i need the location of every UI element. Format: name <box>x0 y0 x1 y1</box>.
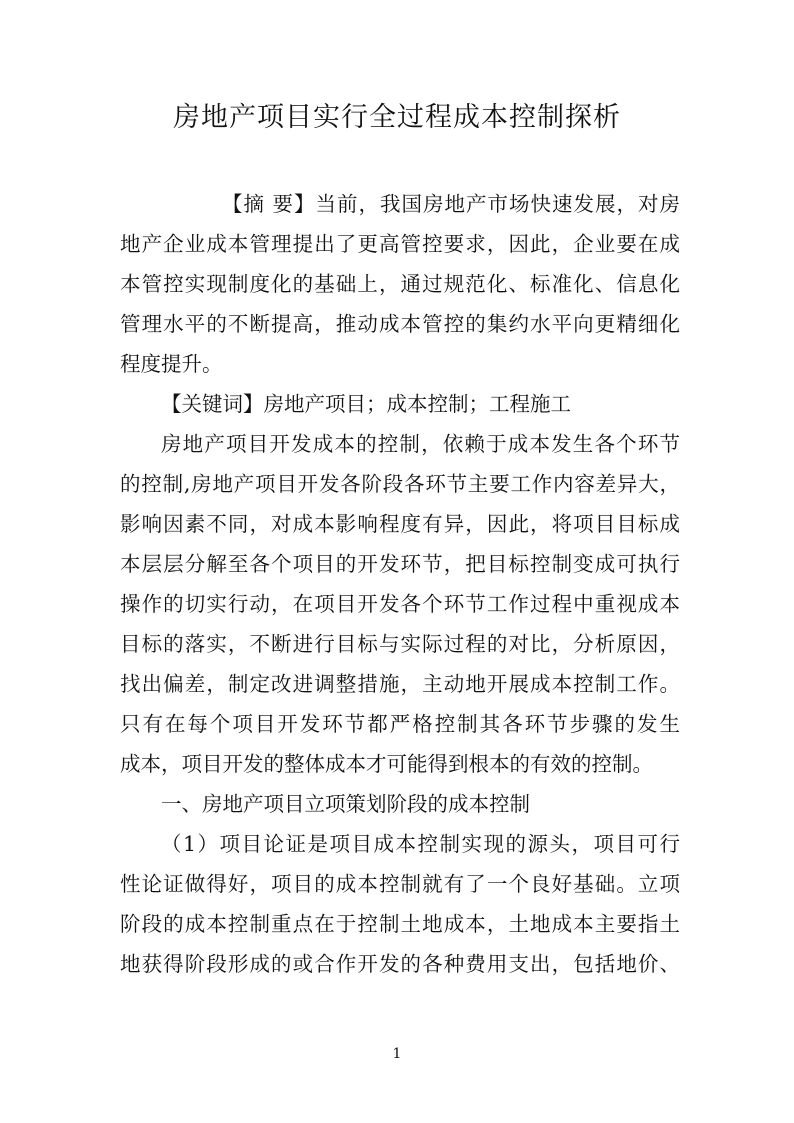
abstract-line: 【摘 要】当前，我国房地产市场快速发展，对房 <box>222 192 680 216</box>
paragraph-line: 阶段的成本控制重点在于控制土地成本，土地成本主要指土 <box>120 912 680 936</box>
keywords-line: 【关键词】房地产项目；成本控制；工程施工 <box>161 392 571 416</box>
document-body <box>120 184 680 984</box>
paragraph-line: 操作的切实行动，在项目开发各个环节工作过程中重视成本 <box>120 592 680 616</box>
paragraph-line: （1）项目论证是项目成本控制实现的源头，项目可行 <box>161 832 680 856</box>
paragraph-line: 成本，项目开发的整体成本才可能得到根本的有效的控制。 <box>120 752 653 776</box>
paragraph-line: 地获得阶段形成的或合作开发的各种费用支出，包括地价、 <box>120 952 680 976</box>
document-title: 房地产项目实行全过程成本控制探析 <box>173 102 621 133</box>
paragraph-line: 目标的落实，不断进行目标与实际过程的对比，分析原因， <box>120 632 680 656</box>
paragraph-line: 找出偏差，制定改进调整措施，主动地开展成本控制工作。 <box>120 672 680 696</box>
paragraph-line: 性论证做得好，项目的成本控制就有了一个良好基础。立项 <box>120 872 680 896</box>
abstract-line: 管理水平的不断提高，推动成本管控的集约水平向更精细化 <box>120 312 680 336</box>
section-heading: 一、房地产项目立项策划阶段的成本控制 <box>161 792 530 816</box>
paragraph-line: 房地产项目开发成本的控制，依赖于成本发生各个环节 <box>161 432 680 456</box>
paragraph-line: 影响因素不同，对成本影响程度有异，因此，将项目目标成 <box>120 512 680 536</box>
paragraph-line: 只有在每个项目开发环节都严格控制其各环节步骤的发生 <box>120 712 680 736</box>
page-number: 1 <box>392 1046 402 1062</box>
abstract-line: 地产企业成本管理提出了更高管控要求，因此，企业要在成 <box>120 232 680 256</box>
abstract-line: 本管控实现制度化的基础上，通过规范化、标准化、信息化 <box>120 272 680 296</box>
paragraph-line: 的控制,房地产项目开发各阶段各环节主要工作内容差异大， <box>120 472 680 496</box>
paragraph-line: 本层层分解至各个项目的开发环节，把目标控制变成可执行 <box>120 552 680 576</box>
abstract-line: 程度提升。 <box>120 352 223 376</box>
